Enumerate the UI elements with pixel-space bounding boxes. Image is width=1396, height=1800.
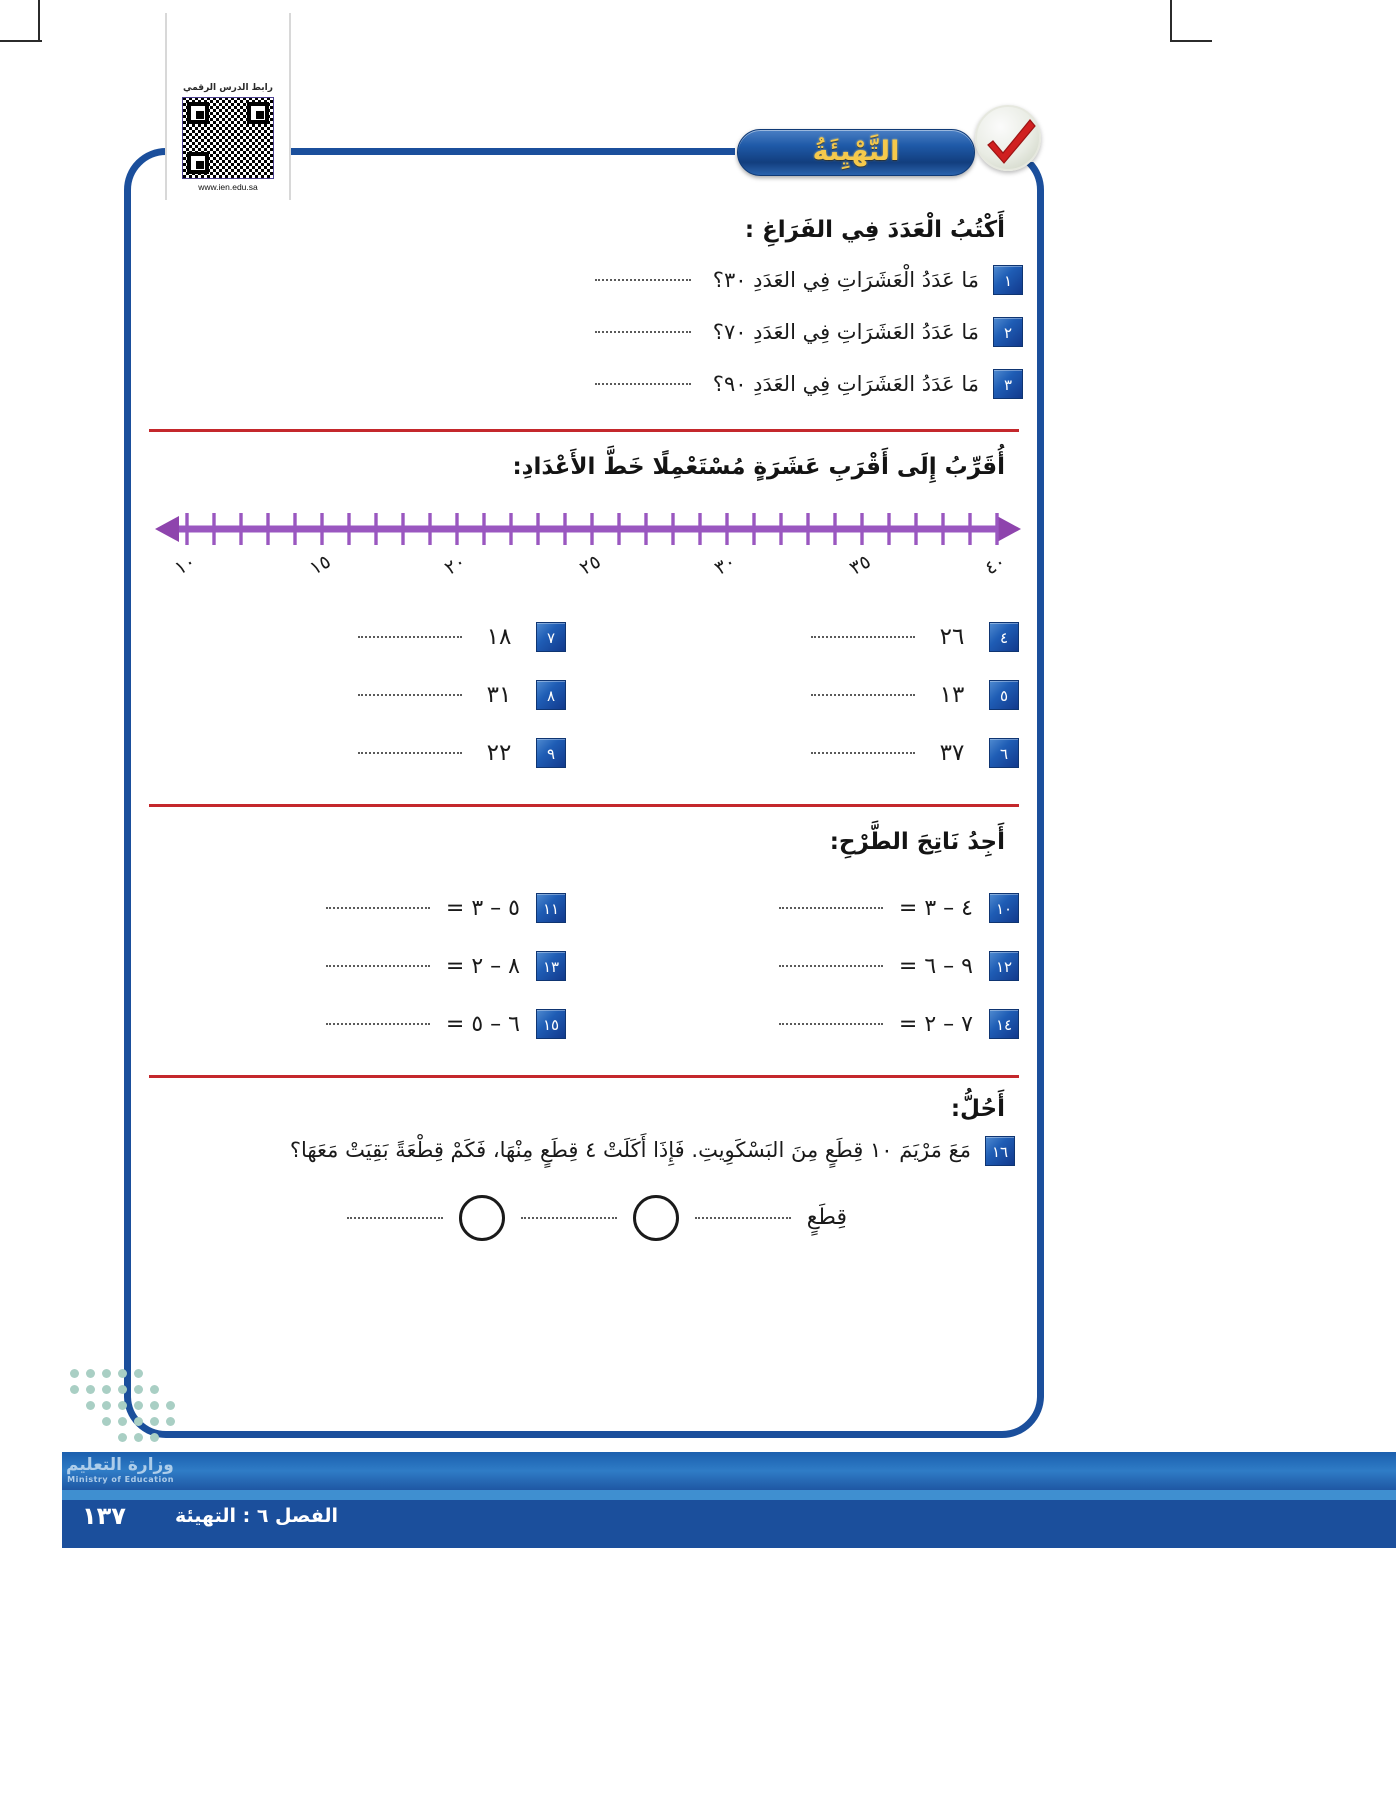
exercise-number-badge: ٦ <box>989 738 1019 768</box>
exercise-cell <box>584 608 1037 666</box>
crop-mark-top-left-horizontal <box>0 40 42 42</box>
number-line-tick-label: ٢٠ <box>440 550 470 580</box>
answer-blank[interactable] <box>779 907 883 909</box>
footer-left-white-block <box>0 1452 62 1548</box>
number-line-graphic <box>153 502 1023 556</box>
answer-blank[interactable] <box>347 1217 443 1219</box>
ministry-logo-text: وزارة التعليم <box>66 1455 174 1475</box>
exercise-cell <box>584 879 1037 937</box>
footer-wave-band <box>0 1452 1396 1494</box>
exercise-number-badge: ٨ <box>536 680 566 710</box>
question-text: مَا عَدَدُ العَشَرَاتِ فِي العَدَدِ ٩٠؟ <box>712 372 979 396</box>
rounding-exercise-grid <box>131 608 1037 782</box>
answer-blank[interactable] <box>595 383 691 385</box>
section4-heading: أَحُلُّ: <box>950 1096 1005 1122</box>
exercise-value: ٢٢ <box>486 740 512 766</box>
number-line-tick-label: ١٠ <box>170 550 200 580</box>
checkmark-seal-icon <box>975 105 1041 171</box>
number-line-tick-label: ٤٠ <box>980 550 1010 580</box>
exercise-cell <box>131 937 584 995</box>
qr-eye-bottom-left <box>187 152 209 174</box>
question-number-badge: ٣ <box>993 369 1023 399</box>
number-line-tick-label: ١٥ <box>305 550 335 580</box>
answer-blank[interactable] <box>811 694 915 696</box>
exercise-cell <box>584 666 1037 724</box>
subtraction-expression: ٦ – ٥ = <box>445 1011 520 1037</box>
subtraction-expression: ٩ – ٦ = <box>898 953 973 979</box>
answer-blank[interactable] <box>695 1217 791 1219</box>
answer-blank[interactable] <box>326 965 430 967</box>
answer-blank[interactable] <box>358 694 462 696</box>
exercise-number-badge: ١٠ <box>989 893 1019 923</box>
answer-blank[interactable] <box>521 1217 617 1219</box>
subtraction-exercise-grid <box>131 879 1037 1053</box>
answer-blank[interactable] <box>779 965 883 967</box>
question-number-badge: ١٦ <box>985 1136 1015 1166</box>
word-problem-row <box>131 1122 1037 1169</box>
ministry-logo <box>66 1455 174 1484</box>
exercise-row <box>131 937 1037 995</box>
chapter-label: الفصل ٦ : التهيئة <box>175 1505 339 1527</box>
exercise-number-badge: ٩ <box>536 738 566 768</box>
qr-label: رابط الدرس الرقمي <box>183 83 273 93</box>
banner-title: التَّهْيِئَةُ <box>812 136 900 167</box>
exercise-value: ١٣ <box>939 682 965 708</box>
exercise-row <box>131 879 1037 937</box>
exercise-number-badge: ١٥ <box>536 1009 566 1039</box>
exercise-value: ١٨ <box>486 624 512 650</box>
answer-blank[interactable] <box>358 636 462 638</box>
subtraction-expression: ٥ – ٣ = <box>445 895 520 921</box>
operator-blank-circle[interactable] <box>633 1195 679 1241</box>
question-row <box>131 317 1037 347</box>
exercise-number-badge: ١١ <box>536 893 566 923</box>
exercise-cell <box>131 608 584 666</box>
crop-mark-top-left-vertical <box>38 0 40 42</box>
exercise-row <box>131 666 1037 724</box>
question-text: مَا عَدَدُ العَشَرَاتِ فِي العَدَدِ ٧٠؟ <box>712 320 979 344</box>
question-number-badge: ١ <box>993 265 1023 295</box>
crop-mark-top-right-vertical <box>1170 0 1172 42</box>
number-line-tick-label: ٣٠ <box>710 550 740 580</box>
answer-blank[interactable] <box>326 907 430 909</box>
number-line-tick-label: ٣٥ <box>845 550 875 580</box>
number-line-tick-label: ٢٥ <box>575 550 605 580</box>
answer-unit-label: قِطَعٍ <box>806 1205 847 1231</box>
subtraction-expression: ٧ – ٢ = <box>898 1011 973 1037</box>
crop-mark-top-right-horizontal <box>1170 40 1212 42</box>
exercise-number-badge: ١٣ <box>536 951 566 981</box>
section1-heading: أَكْتُبُ الْعَدَدَ فِي الفَرَاغِ : <box>744 217 1005 243</box>
question-text: مَا عَدَدُ الْعَشَرَاتِ فِي العَدَدِ ٣٠؟ <box>712 268 979 292</box>
qr-eye-top-right <box>247 102 269 124</box>
operator-blank-circle[interactable] <box>459 1195 505 1241</box>
exercise-row <box>131 608 1037 666</box>
ministry-logo-subtext: Ministry of Education <box>67 1475 174 1484</box>
qr-code-panel[interactable] <box>165 13 291 200</box>
exercise-value: ٢٦ <box>939 624 965 650</box>
section2-heading: أُقَرِّبُ إِلَى أَقْرَبِ عَشَرَةٍ مُسْتَعْمِلًا خَطَّ الأَعْدَادِ: <box>512 454 1005 480</box>
exercise-cell <box>584 937 1037 995</box>
word-problem-answer-row <box>131 1169 847 1241</box>
answer-blank[interactable] <box>779 1023 883 1025</box>
decorative-dot-cluster <box>70 1369 190 1447</box>
answer-blank[interactable] <box>595 331 691 333</box>
exercise-cell <box>131 879 584 937</box>
exercise-number-badge: ٥ <box>989 680 1019 710</box>
exercise-number-badge: ١٤ <box>989 1009 1019 1039</box>
question-row <box>131 369 1037 399</box>
qr-code-icon[interactable] <box>182 97 274 179</box>
page-number: ١٣٧ <box>82 1502 126 1530</box>
word-problem-text: مَعَ مَرْيَمَ ١٠ قِطَعٍ مِنَ البَسْكَوِيتِ. فَإِذَا أَكَلَتْ ٤ قِطَعٍ مِنْهَا، فَكَمْ قِطْعَةً بَقِيَتْ مَعَهَا؟ <box>289 1138 971 1162</box>
exercise-value: ٣٧ <box>939 740 965 766</box>
answer-blank[interactable] <box>358 752 462 754</box>
answer-blank[interactable] <box>811 636 915 638</box>
number-line <box>153 502 1015 594</box>
question-row <box>131 265 1037 295</box>
exercise-row <box>131 995 1037 1053</box>
exercise-cell <box>131 666 584 724</box>
exercise-cell <box>131 995 584 1053</box>
exercise-row <box>131 724 1037 782</box>
exercise-cell <box>584 724 1037 782</box>
exercise-number-badge: ١٢ <box>989 951 1019 981</box>
answer-blank[interactable] <box>811 752 915 754</box>
question-number-badge: ٢ <box>993 317 1023 347</box>
answer-blank[interactable] <box>595 279 691 281</box>
subtraction-expression: ٨ – ٢ = <box>445 953 520 979</box>
answer-blank[interactable] <box>326 1023 430 1025</box>
exercise-cell <box>584 995 1037 1053</box>
section3-heading: أَجِدُ نَاتِجَ الطَّرْحِ: <box>829 829 1005 855</box>
subtraction-expression: ٤ – ٣ = <box>898 895 973 921</box>
exercise-cell <box>131 724 584 782</box>
exercise-value: ٣١ <box>486 682 512 708</box>
qr-eye-top-left <box>187 102 209 124</box>
exercise-number-badge: ٧ <box>536 622 566 652</box>
qr-url: www.ien.edu.sa <box>198 182 258 192</box>
section-banner <box>737 129 975 176</box>
worksheet-content <box>131 155 1037 1431</box>
exercise-number-badge: ٤ <box>989 622 1019 652</box>
footer-bar-highlight <box>0 1490 1396 1500</box>
